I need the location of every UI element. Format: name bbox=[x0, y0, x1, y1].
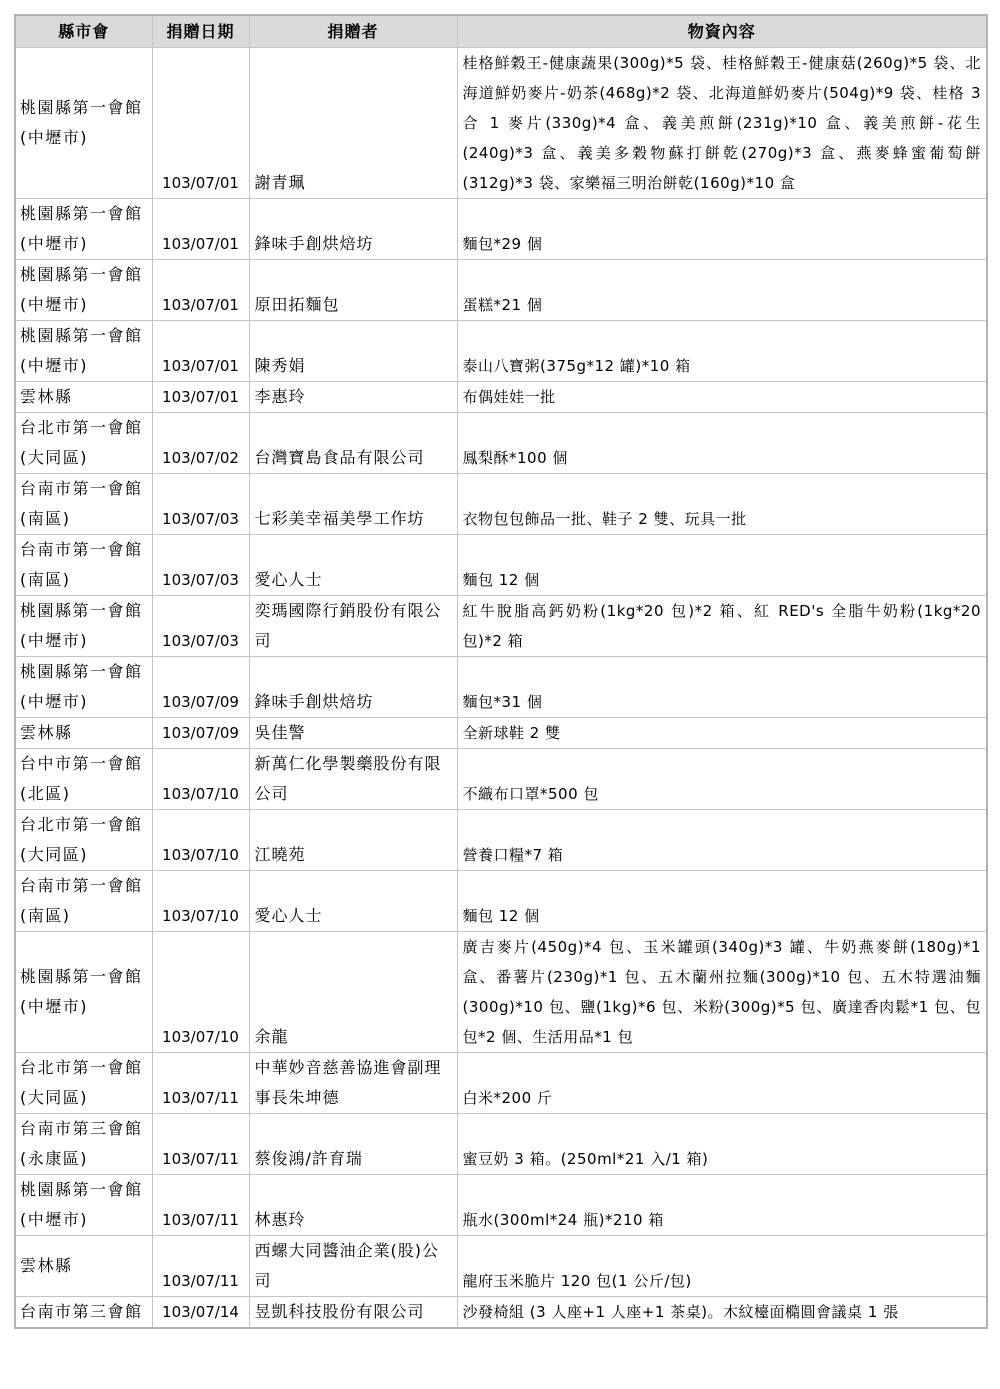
venue-name: 台南市第一會館 bbox=[20, 876, 143, 895]
date-cell: 103/07/01 bbox=[152, 321, 249, 382]
venue-cell bbox=[15, 1053, 152, 1114]
venue-district: (中壢市) bbox=[20, 1210, 88, 1229]
donor-cell: 李惠玲 bbox=[249, 382, 457, 413]
venue-name: 桃園縣第一會館 bbox=[20, 967, 143, 986]
venue-cell bbox=[15, 871, 152, 932]
venue-name: 桃園縣第一會館 bbox=[20, 98, 143, 117]
donor-cell: 新萬仁化學製藥股份有限公司 bbox=[249, 749, 457, 810]
table-row bbox=[15, 932, 987, 1053]
venue-cell bbox=[15, 474, 152, 535]
items-cell: 瓶水(300ml*24 瓶)*210 箱 bbox=[457, 1175, 987, 1236]
date-cell: 103/07/11 bbox=[152, 1053, 249, 1114]
venue-name: 桃園縣第一會館 bbox=[20, 1180, 143, 1199]
donor-cell: 鋒味手創烘焙坊 bbox=[249, 657, 457, 718]
donor-cell: 江曉苑 bbox=[249, 810, 457, 871]
venue-cell bbox=[15, 1114, 152, 1175]
venue-name: 雲林縣 bbox=[20, 387, 73, 406]
date-cell: 103/07/01 bbox=[152, 382, 249, 413]
items-cell: 泰山八寶粥(375g*12 罐)*10 箱 bbox=[457, 321, 987, 382]
table-row bbox=[15, 1236, 987, 1297]
venue-name: 台北市第一會館 bbox=[20, 418, 143, 437]
donor-cell: 奕瑪國際行銷股份有限公司 bbox=[249, 596, 457, 657]
donor-cell: 吳佳警 bbox=[249, 718, 457, 749]
header-date: 捐贈日期 bbox=[152, 15, 249, 48]
venue-cell bbox=[15, 718, 152, 749]
date-cell: 103/07/14 bbox=[152, 1297, 249, 1329]
donor-cell: 愛心人士 bbox=[249, 535, 457, 596]
date-cell: 103/07/03 bbox=[152, 596, 249, 657]
date-cell: 103/07/10 bbox=[152, 932, 249, 1053]
venue-district: (中壢市) bbox=[20, 692, 88, 711]
date-cell: 103/07/11 bbox=[152, 1236, 249, 1297]
date-cell: 103/07/03 bbox=[152, 474, 249, 535]
table-row bbox=[15, 718, 987, 749]
date-cell: 103/07/10 bbox=[152, 810, 249, 871]
venue-name: 桃園縣第一會館 bbox=[20, 265, 143, 284]
header-venue: 縣市會 bbox=[15, 15, 152, 48]
table-row bbox=[15, 1053, 987, 1114]
table-header bbox=[15, 15, 987, 48]
donor-cell: 中華妙音慈善協進會副理事長朱坤德 bbox=[249, 1053, 457, 1114]
donation-table-body bbox=[15, 48, 987, 1329]
table-row bbox=[15, 382, 987, 413]
table-row bbox=[15, 810, 987, 871]
venue-name: 台南市第三會館 bbox=[20, 1302, 143, 1321]
items-cell: 衣物包包飾品一批、鞋子 2 雙、玩具一批 bbox=[457, 474, 987, 535]
venue-district: (北區) bbox=[20, 784, 71, 803]
venue-cell bbox=[15, 382, 152, 413]
date-cell: 103/07/01 bbox=[152, 199, 249, 260]
table-row bbox=[15, 657, 987, 718]
venue-cell bbox=[15, 1175, 152, 1236]
table-row bbox=[15, 199, 987, 260]
donor-cell: 台灣寶島食品有限公司 bbox=[249, 413, 457, 474]
donor-cell: 七彩美幸福美學工作坊 bbox=[249, 474, 457, 535]
table-row bbox=[15, 321, 987, 382]
header-row bbox=[15, 15, 987, 48]
venue-district: (中壢市) bbox=[20, 234, 88, 253]
venue-cell bbox=[15, 260, 152, 321]
date-cell: 103/07/02 bbox=[152, 413, 249, 474]
venue-cell bbox=[15, 1236, 152, 1297]
table-row bbox=[15, 1175, 987, 1236]
venue-cell bbox=[15, 321, 152, 382]
items-cell: 紅牛脫脂高鈣奶粉(1kg*20 包)*2 箱、紅 RED's 全脂牛奶粉(1kg*20 包)*2 箱 bbox=[457, 596, 987, 657]
table-row bbox=[15, 413, 987, 474]
date-cell: 103/07/01 bbox=[152, 48, 249, 199]
items-cell: 布偶娃娃一批 bbox=[457, 382, 987, 413]
venue-cell bbox=[15, 596, 152, 657]
date-cell: 103/07/11 bbox=[152, 1114, 249, 1175]
venue-cell bbox=[15, 1297, 152, 1329]
venue-district: (大同區) bbox=[20, 1088, 88, 1107]
donor-cell: 余龍 bbox=[249, 932, 457, 1053]
donation-table bbox=[14, 14, 988, 1329]
items-cell: 蜜豆奶 3 箱。(250ml*21 入/1 箱) bbox=[457, 1114, 987, 1175]
items-cell: 廣吉麥片(450g)*4 包、玉米罐頭(340g)*3 罐、牛奶燕麥餅(180g)*1 盒、番薯片(230g)*1 包、五木蘭州拉麵(300g)*10 包、五木特選油麵(300g)*10 包、鹽(1kg)*6 包、米粉(300g)*5 包、廣達香肉鬆*1 包、包包*2 個、生活用品*1 包 bbox=[457, 932, 987, 1053]
table-row bbox=[15, 474, 987, 535]
table-row bbox=[15, 1114, 987, 1175]
venue-cell bbox=[15, 749, 152, 810]
items-cell: 麵包*29 個 bbox=[457, 199, 987, 260]
venue-district: (中壢市) bbox=[20, 356, 88, 375]
venue-cell bbox=[15, 535, 152, 596]
venue-name: 雲林縣 bbox=[20, 723, 73, 742]
items-cell: 麵包*31 個 bbox=[457, 657, 987, 718]
date-cell: 103/07/01 bbox=[152, 260, 249, 321]
donor-cell: 愛心人士 bbox=[249, 871, 457, 932]
donor-cell: 原田拓麵包 bbox=[249, 260, 457, 321]
donor-cell: 昱凱科技股份有限公司 bbox=[249, 1297, 457, 1329]
donor-cell: 西螺大同醬油企業(股)公司 bbox=[249, 1236, 457, 1297]
venue-district: (中壢市) bbox=[20, 128, 88, 147]
header-items: 物資內容 bbox=[457, 15, 987, 48]
donor-cell: 鋒味手創烘焙坊 bbox=[249, 199, 457, 260]
header-donor: 捐贈者 bbox=[249, 15, 457, 48]
venue-cell bbox=[15, 199, 152, 260]
venue-district: (南區) bbox=[20, 570, 71, 589]
table-row bbox=[15, 596, 987, 657]
table-row bbox=[15, 749, 987, 810]
venue-name: 台北市第一會館 bbox=[20, 1058, 143, 1077]
table-row bbox=[15, 48, 987, 199]
venue-district: (大同區) bbox=[20, 448, 88, 467]
venue-district: (中壢市) bbox=[20, 295, 88, 314]
venue-name: 桃園縣第一會館 bbox=[20, 662, 143, 681]
venue-district: (中壢市) bbox=[20, 631, 88, 650]
venue-district: (南區) bbox=[20, 906, 71, 925]
venue-name: 桃園縣第一會館 bbox=[20, 204, 143, 223]
venue-cell bbox=[15, 657, 152, 718]
venue-name: 台南市第三會館 bbox=[20, 1119, 143, 1138]
date-cell: 103/07/09 bbox=[152, 718, 249, 749]
venue-district: (南區) bbox=[20, 509, 71, 528]
items-cell: 不織布口罩*500 包 bbox=[457, 749, 987, 810]
date-cell: 103/07/09 bbox=[152, 657, 249, 718]
items-cell: 白米*200 斤 bbox=[457, 1053, 987, 1114]
venue-cell bbox=[15, 810, 152, 871]
venue-cell bbox=[15, 413, 152, 474]
venue-name: 雲林縣 bbox=[20, 1256, 73, 1275]
venue-district: (永康區) bbox=[20, 1149, 88, 1168]
donor-cell: 謝青珮 bbox=[249, 48, 457, 199]
donor-cell: 蔡俊鴻/許育瑞 bbox=[249, 1114, 457, 1175]
table-row bbox=[15, 535, 987, 596]
venue-name: 台南市第一會館 bbox=[20, 479, 143, 498]
items-cell: 麵包 12 個 bbox=[457, 871, 987, 932]
venue-cell bbox=[15, 932, 152, 1053]
table-row bbox=[15, 871, 987, 932]
date-cell: 103/07/10 bbox=[152, 749, 249, 810]
donor-cell: 林惠玲 bbox=[249, 1175, 457, 1236]
venue-name: 台北市第一會館 bbox=[20, 815, 143, 834]
venue-name: 台南市第一會館 bbox=[20, 540, 143, 559]
items-cell: 全新球鞋 2 雙 bbox=[457, 718, 987, 749]
items-cell: 營養口糧*7 箱 bbox=[457, 810, 987, 871]
items-cell: 龍府玉米脆片 120 包(1 公斤/包) bbox=[457, 1236, 987, 1297]
donor-cell: 陳秀娟 bbox=[249, 321, 457, 382]
venue-district: (中壢市) bbox=[20, 997, 88, 1016]
date-cell: 103/07/03 bbox=[152, 535, 249, 596]
items-cell: 沙發椅組 (3 人座+1 人座+1 茶桌)。木紋檯面橢圓會議桌 1 張 bbox=[457, 1297, 987, 1329]
date-cell: 103/07/10 bbox=[152, 871, 249, 932]
venue-district: (大同區) bbox=[20, 845, 88, 864]
venue-name: 台中市第一會館 bbox=[20, 754, 143, 773]
items-cell: 鳳梨酥*100 個 bbox=[457, 413, 987, 474]
venue-name: 桃園縣第一會館 bbox=[20, 326, 143, 345]
venue-name: 桃園縣第一會館 bbox=[20, 601, 143, 620]
items-cell: 桂格鮮穀王-健康蔬果(300g)*5 袋、桂格鮮穀王-健康菇(260g)*5 袋、北海道鮮奶麥片-奶茶(468g)*2 袋、北海道鮮奶麥片(504g)*9 袋、桂格 3 合 1 麥片(330g)*4 盒、義美煎餅(231g)*10 盒、義美煎餅-花生(240g)*3 盒、義美多穀物蘇打餅乾(270g)*3 盒、燕麥蜂蜜葡萄餅(312g)*3 袋、家樂福三明治餅乾(160g)*10 盒 bbox=[457, 48, 987, 199]
items-cell: 蛋糕*21 個 bbox=[457, 260, 987, 321]
table-row bbox=[15, 260, 987, 321]
items-cell: 麵包 12 個 bbox=[457, 535, 987, 596]
venue-cell bbox=[15, 48, 152, 199]
date-cell: 103/07/11 bbox=[152, 1175, 249, 1236]
table-row bbox=[15, 1297, 987, 1329]
